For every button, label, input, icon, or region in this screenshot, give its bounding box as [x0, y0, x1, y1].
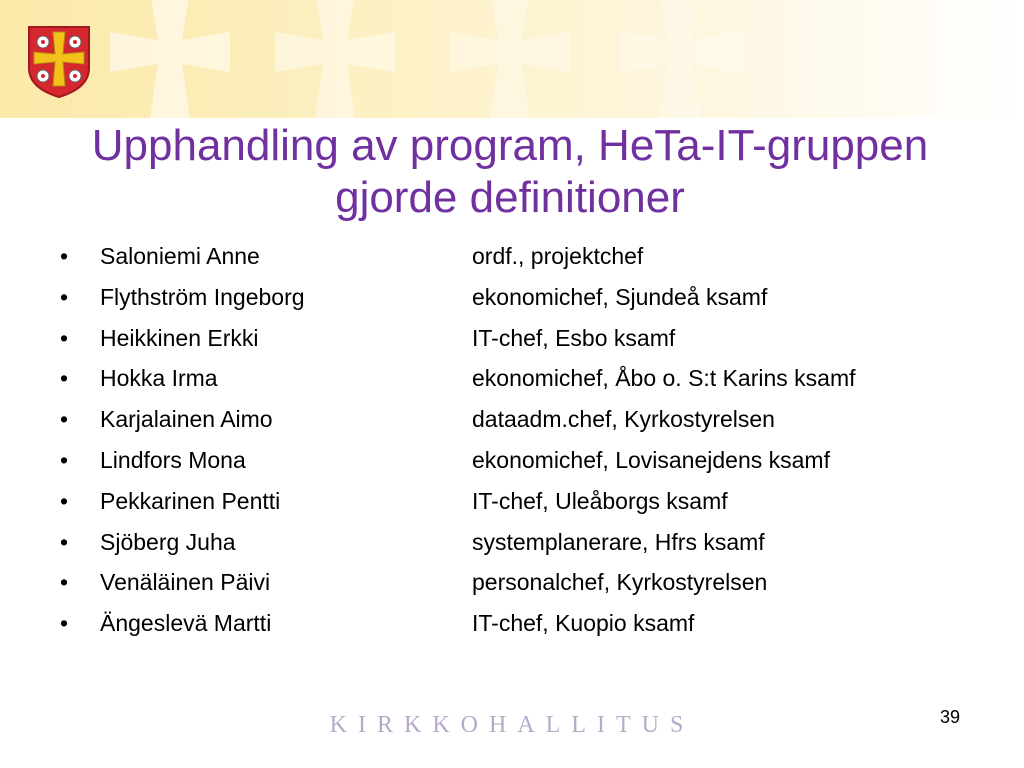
member-role: ordf., projektchef: [472, 243, 644, 269]
list-item: [58, 483, 978, 524]
list-item: [58, 564, 978, 605]
list-item: [58, 279, 978, 320]
bullet-icon: •: [60, 569, 69, 596]
member-role: ekonomichef, Åbo o. S:t Karins ksamf: [472, 365, 856, 392]
bullet-icon: •: [60, 610, 69, 637]
list-item: [58, 442, 978, 483]
list-item: [58, 360, 978, 401]
bullet-icon: •: [60, 528, 69, 555]
member-name: Sjöberg Juha: [100, 528, 236, 555]
list-item: [58, 524, 978, 565]
list-item: [58, 605, 978, 646]
header-band: [0, 0, 1024, 118]
bullet-icon: •: [60, 487, 69, 514]
coat-of-arms-icon: [26, 24, 92, 100]
decorative-cross-icon: [600, 0, 760, 118]
member-role: dataadm.chef, Kyrkostyrelsen: [472, 406, 775, 433]
bullet-icon: •: [60, 283, 69, 310]
list-item: [58, 320, 978, 361]
footer-brand: KIRKKOHALLITUS: [329, 712, 695, 738]
member-name: Venäläinen Päivi: [100, 569, 271, 596]
member-name: Lindfors Mona: [100, 446, 246, 473]
list-item: [58, 238, 978, 279]
member-role: systemplanerare, Hfrs ksamf: [472, 528, 765, 555]
member-name: Hokka Irma: [100, 365, 218, 392]
member-list: [58, 238, 978, 646]
member-role: IT-chef, Kuopio ksamf: [472, 610, 695, 637]
member-name: Heikkinen Erkki: [100, 324, 259, 351]
member-name: Karjalainen Aimo: [100, 406, 273, 433]
decorative-cross-icon: [430, 0, 590, 118]
slide-title: Upphandling av program, HeTa-IT-gruppen gjorde definitioner: [91, 121, 929, 222]
member-role: IT-chef, Uleåborgs ksamf: [472, 487, 728, 514]
decorative-cross-icon: [255, 0, 415, 118]
bullet-icon: •: [60, 365, 69, 392]
member-name: Saloniemi Anne: [100, 243, 260, 269]
member-role: personalchef, Kyrkostyrelsen: [472, 569, 768, 596]
member-role: ekonomichef, Sjundeå ksamf: [472, 283, 768, 310]
member-name: Flythström Ingeborg: [100, 283, 305, 310]
member-name: Ängeslevä Martti: [100, 610, 272, 637]
page-number: 39: [940, 707, 961, 727]
bullet-icon: •: [60, 406, 69, 433]
list-item: [58, 401, 978, 442]
bullet-icon: •: [60, 243, 69, 269]
member-role: IT-chef, Esbo ksamf: [472, 324, 676, 351]
bullet-icon: •: [60, 446, 69, 473]
member-role: ekonomichef, Lovisanejdens ksamf: [472, 446, 830, 473]
member-name: Pekkarinen Pentti: [100, 487, 281, 514]
bullet-icon: •: [60, 324, 69, 351]
decorative-cross-icon: [90, 0, 250, 118]
